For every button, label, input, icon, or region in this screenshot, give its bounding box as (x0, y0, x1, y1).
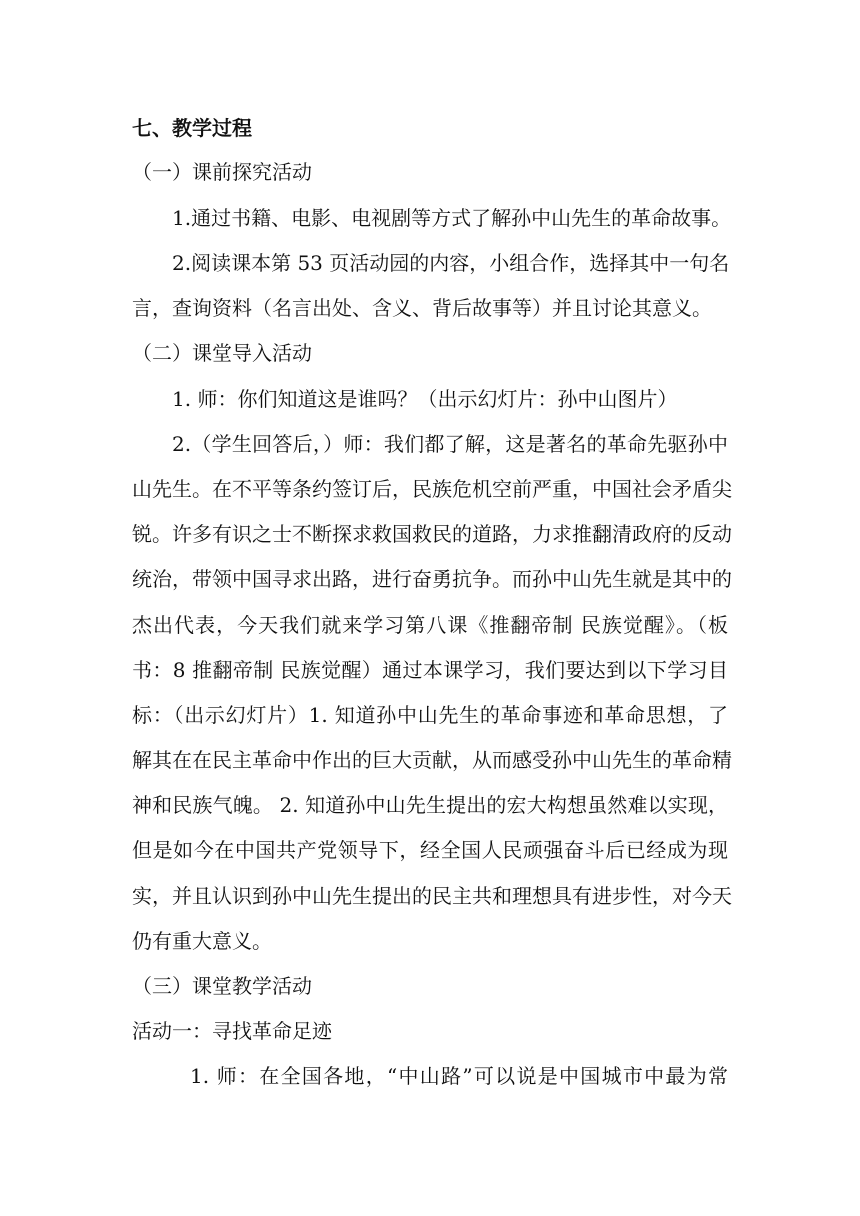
paragraph-line: 言，查询资料（名言出处、含义、背后故事等）并且讨论其意义。 (132, 296, 712, 320)
paragraph-line: 1.通过书籍、电影、电视剧等方式了解孙中山先生的革命故事。 (172, 206, 732, 230)
paragraph-line: 神和民族气魄。 2. 知道孙中山先生提出的宏大构想虽然难以实现， (132, 793, 728, 817)
subsection-heading-3: （三）课堂教学活动 (132, 974, 312, 998)
paragraph-line: 1. 师：在全国各地，“中山路”可以说是中国城市中最为常 (190, 1064, 728, 1088)
subsection-heading-1: （一）课前探究活动 (132, 160, 312, 184)
subsection-heading-2: （二）课堂导入活动 (132, 341, 312, 365)
paragraph-line: 统治，带领中国寻求出路，进行奋勇抗争。而孙中山先生就是其中的 (132, 567, 732, 591)
section-heading: 七、教学过程 (132, 116, 252, 140)
paragraph-line: 锐。许多有识之士不断探求救国救民的道路，力求推翻清政府的反动 (132, 522, 732, 546)
paragraph-line: 2.阅读课本第 53 页活动园的内容，小组合作，选择其中一句名 (172, 251, 730, 275)
paragraph-line: 杰出代表，今天我们就来学习第八课《推翻帝制 民族觉醒》。（板 (132, 613, 728, 637)
paragraph-line: 解其在在民主革命中作出的巨大贡献，从而感受孙中山先生的革命精 (132, 748, 732, 772)
paragraph-line: 但是如今在中国共产党领导下，经全国人民顽强奋斗后已经成为现 (132, 838, 728, 862)
activity-heading: 活动一：寻找革命足迹 (132, 1019, 332, 1043)
paragraph-line: 仍有重大意义。 (132, 929, 272, 953)
paragraph-line: 实，并且认识到孙中山先生提出的民主共和理想具有进步性，对今天 (132, 884, 732, 908)
paragraph-line: 山先生。在不平等条约签订后，民族危机空前严重，中国社会矛盾尖 (132, 477, 732, 501)
paragraph-line: 标：（出示幻灯片）1. 知道孙中山先生的革命事迹和革命思想，了 (132, 703, 728, 727)
paragraph-line: 1. 师：你们知道这是谁吗？（出示幻灯片：孙中山图片） (172, 387, 678, 411)
paragraph-line: 书：8 推翻帝制 民族觉醒）通过本课学习，我们要达到以下学习目 (132, 658, 728, 682)
paragraph-line: 2.（学生回答后，）师：我们都了解，这是著名的革命先驱孙中 (172, 432, 728, 456)
